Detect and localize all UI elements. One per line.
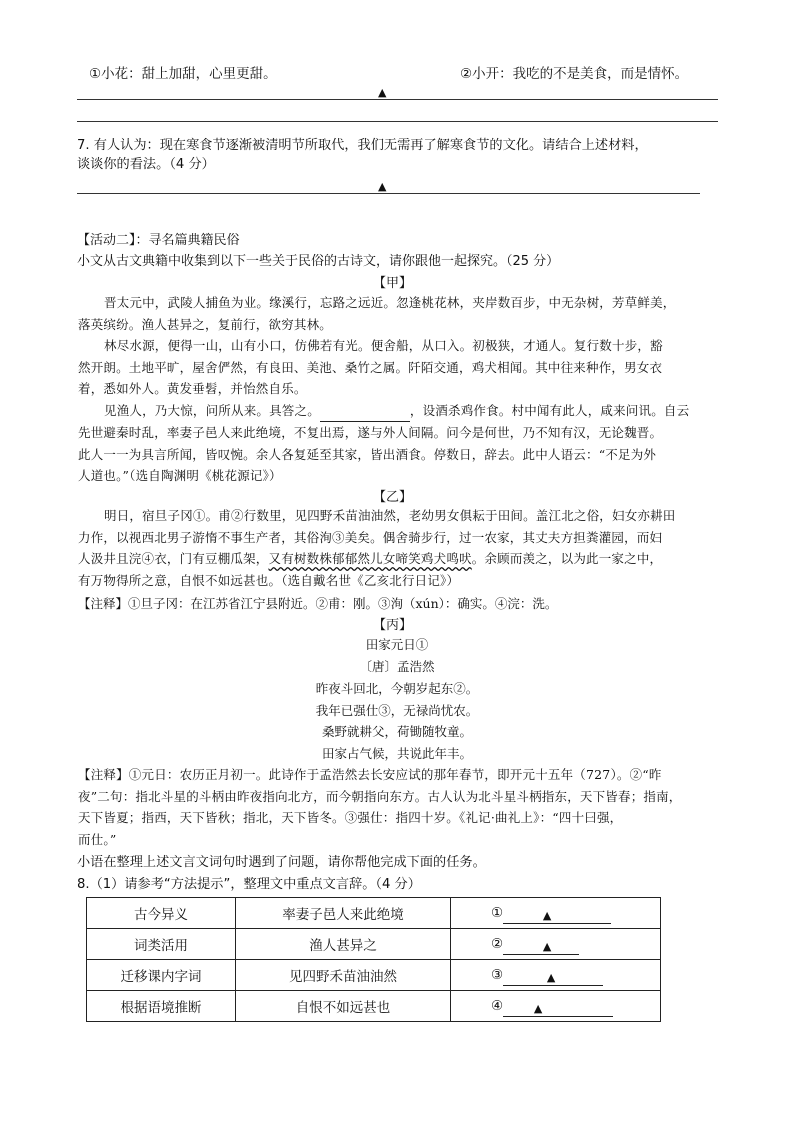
answer-number: ③ bbox=[491, 966, 504, 983]
answer-line bbox=[77, 121, 718, 122]
answer-marker: ▲ bbox=[378, 180, 387, 193]
task-intro: 小语在整理上述文言文词句时遇到了问题，请你帮他完成下面的任务。 bbox=[77, 855, 486, 870]
answer-cell[interactable] bbox=[451, 991, 661, 1022]
answer-line bbox=[77, 99, 718, 100]
option-1: ①小花：甜上加甜，心里更甜。 bbox=[89, 66, 277, 82]
question-7-line-2: 谈谈你的看法。（4 分） bbox=[77, 157, 215, 172]
poem-author: 〔唐〕孟浩然 bbox=[359, 659, 435, 674]
passage-line-with-blank bbox=[78, 400, 718, 423]
poem-title: 田家元日① bbox=[365, 637, 429, 652]
answer-number: ④ bbox=[491, 997, 504, 1014]
table-row bbox=[87, 991, 661, 1022]
passage-yi-text bbox=[78, 505, 718, 591]
sentence-cell: 见四野禾苗油油然 bbox=[236, 960, 451, 991]
passage-line: 晋太元中，武陵人捕鱼为业。缘溪行，忘路之远近。忽逢桃花林，夹岸数百步，中无杂树，芳草鲜美， bbox=[104, 295, 676, 310]
question-7-line-1: 7. 有人认为：现在寒食节逐渐被清明节所取代，我们无需再了解寒食节的文化。请结合上述材料， bbox=[77, 138, 648, 153]
method-cell: 词类活用 bbox=[87, 929, 236, 960]
option-2: ②小开：我吃的不是美食，而是情怀。 bbox=[460, 66, 689, 82]
passage-fragment: 。余顾而羡之，以为此一家之中， bbox=[471, 551, 663, 566]
answer-cell[interactable] bbox=[451, 960, 661, 991]
passage-fragment: 见渔人，乃大惊，问所从来。具答之。 bbox=[104, 402, 320, 418]
answer-marker: ▲ bbox=[542, 908, 552, 922]
table-row bbox=[87, 929, 661, 960]
passage-yi-heading: 【乙】 bbox=[373, 490, 413, 505]
note-line: 而仕。” bbox=[78, 831, 117, 847]
passage-line: 有万物得所之意，自恨不如远甚也。（选自戴名世《乙亥北行日记》） bbox=[78, 572, 460, 588]
note-line: 夜”二句：指北斗星的斗柄由昨夜指向北方，而今朝指向东方。古人认为北斗星斗柄指东，天下皆春；指南， bbox=[78, 788, 682, 804]
passage-line bbox=[78, 548, 718, 570]
passage-line: 力作，以视西北男子游惰不事生产者，其俗洵③美矣。偶舍骑步行，过一农家，其丈夫方担粪灌园，而妇 bbox=[78, 529, 663, 545]
sentence-cell: 率妻子邑人来此绝境 bbox=[236, 898, 451, 929]
method-cell: 根据语境推断 bbox=[87, 991, 236, 1022]
passage-line: 然开朗。土地平旷，屋舍俨然，有良田、美池、桑竹之属。阡陌交通，鸡犬相闻。其中往来种作，男女衣 bbox=[78, 359, 663, 375]
table-row bbox=[87, 960, 661, 991]
passage-line: 着，悉如外人。黄发垂髫，并怡然自乐。 bbox=[78, 381, 307, 396]
answer-marker: ▲ bbox=[542, 939, 552, 953]
answer-number: ① bbox=[491, 904, 504, 921]
poem-line: 昨夜斗回北，今朝岁起东②。 bbox=[315, 681, 479, 696]
sentence-cell: 渔人甚异之 bbox=[236, 929, 451, 960]
passage-line: 明日，宿旦子冈①。甫②行数里，见四野禾苗油油然，老幼男女俱耘于田间。盖江北之俗，妇女亦耕田 bbox=[104, 508, 676, 523]
vocabulary-table bbox=[86, 897, 661, 1022]
passage-line: 先世避秦时乱，率妻子邑人来此绝境，不复出焉，遂与外人间隔。问今是何世，乃不知有汉，无论魏晋。 bbox=[78, 425, 663, 440]
fill-blank[interactable] bbox=[320, 400, 410, 423]
passage-bing-heading: 【丙】 bbox=[373, 618, 413, 633]
passage-fragment: 人汲井且浣④衣，门有豆棚瓜架， bbox=[78, 551, 269, 566]
passage-yi-note: 【注释】①旦子冈：在江苏省江宁县附近。②甫：刚。③洵（xún）：确实。④浣：洗。 bbox=[78, 596, 558, 611]
activity-2-intro: 小文从古文典籍中收集到以下一些关于民俗的古诗文，请你跟他一起探究。（25 分） bbox=[77, 254, 560, 269]
passage-line: 人道也。”（选自陶渊明《桃花源记》） bbox=[78, 468, 282, 483]
wavy-underlined-sentence: 又有树数株郁郁然儿女啼笑鸡犬鸣吠 bbox=[268, 551, 472, 566]
answer-cell[interactable] bbox=[451, 898, 661, 929]
sentence-cell: 自恨不如远甚也 bbox=[236, 991, 451, 1022]
poem-line: 桑野就耕父，荷锄随牧童。 bbox=[321, 724, 472, 739]
passage-jia-text bbox=[78, 292, 718, 487]
method-cell: 古今异义 bbox=[87, 898, 236, 929]
activity-2-title: 【活动二】：寻名篇典籍民俗 bbox=[77, 233, 240, 248]
table-row bbox=[87, 898, 661, 929]
poem-body bbox=[247, 678, 547, 764]
poem-line: 田家占气候，共说此年丰。 bbox=[321, 745, 472, 761]
method-cell: 迁移课内字词 bbox=[87, 960, 236, 991]
poem-line: 我年已强仕③，无禄尚忧农。 bbox=[315, 702, 479, 718]
passage-bing-note bbox=[78, 764, 718, 850]
passage-jia-heading: 【甲】 bbox=[373, 276, 413, 291]
answer-marker: ▲ bbox=[533, 1001, 543, 1015]
note-line: 【注释】①元日：农历正月初一。此诗作于孟浩然去长安应试的那年春节，即开元十五年（727）。②“昨 bbox=[78, 767, 662, 782]
question-8-label: 8.（1）请参考“方法提示”，整理文中重点文言辞。（4 分） bbox=[77, 877, 421, 892]
answer-marker: ▲ bbox=[378, 86, 387, 99]
passage-line: 此人一一为具言所闻，皆叹惋。余人各复延至其家，皆出酒食。停数日，辞去。此中人语云：“不足为外 bbox=[78, 446, 657, 462]
passage-fragment: ，设酒杀鸡作食。村中闻有此人，咸来问讯。自云 bbox=[409, 402, 690, 418]
note-line: 天下皆夏；指西，天下皆秋；指北，天下皆冬。③强仕：指四十岁。《礼记·曲礼上》：“四十曰强， bbox=[78, 810, 623, 825]
passage-line: 落英缤纷。渔人甚异之，复前行，欲穷其林。 bbox=[78, 316, 333, 332]
passage-line: 林尽水源，便得一山，山有小口，仿佛若有光。便舍船，从口入。初极狭，才通人。复行数十步，豁 bbox=[104, 338, 663, 353]
answer-cell[interactable] bbox=[451, 929, 661, 960]
answer-number: ② bbox=[491, 935, 504, 952]
answer-line bbox=[77, 193, 700, 194]
answer-marker: ▲ bbox=[546, 970, 556, 984]
